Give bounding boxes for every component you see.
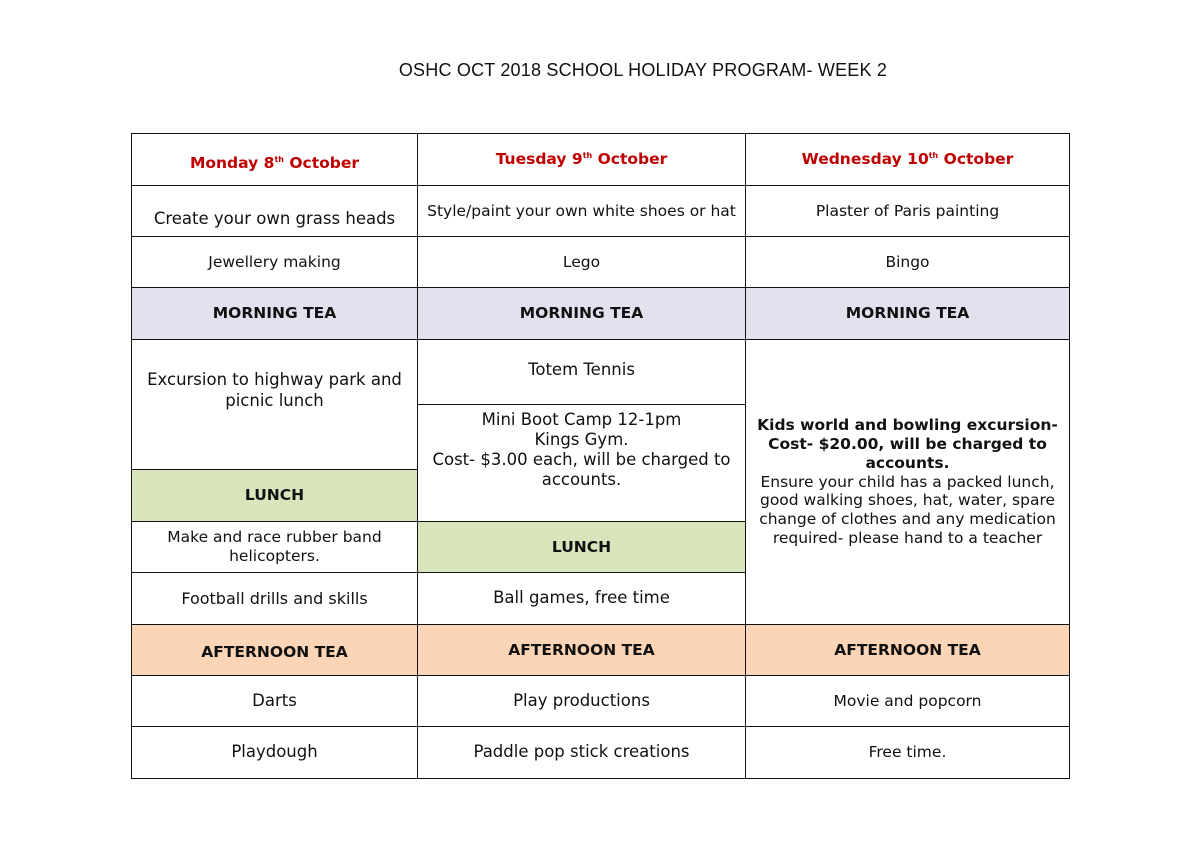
tuesday-header [418,134,746,186]
tuesday-lunch: LUNCH [418,522,746,573]
monday-activity-1: Create your own grass heads [132,186,418,237]
wednesday-suffix: th [928,150,939,160]
tuesday-activity-5: Ball games, free time [418,573,746,625]
tuesday-month: October [592,150,668,169]
monday-activity-6: Darts [132,676,418,727]
tuesday-activity-6: Play productions [418,676,746,727]
tuesday-morning-tea: MORNING TEA [418,288,746,340]
excursion-note: Ensure your child has a packed lunch, good walking shoes, hat, water, spare change of clothes and any medication required- please hand to a teacher [759,472,1056,548]
bootcamp-line-3: Cost- $3.00 each, will be charged to accounts. [432,450,731,490]
wednesday-excursion [746,340,1070,625]
excursion-title: Kids world and bowling excursion- [757,415,1058,434]
wednesday-activity-1: Plaster of Paris painting [746,186,1070,237]
monday-activity-7: Playdough [132,727,418,779]
monday-afternoon-tea: AFTERNOON TEA [132,625,418,676]
monday-activity-2: Jewellery making [132,237,418,288]
monday-header [132,134,418,186]
monday-lunch: LUNCH [132,470,418,522]
wednesday-activity-6: Movie and popcorn [746,676,1070,727]
monday-activity-5: Football drills and skills [132,573,418,625]
tuesday-activity-7: Paddle pop stick creations [418,727,746,779]
wednesday-activity-7: Free time. [746,727,1070,779]
program-table [131,133,1070,779]
monday-month: October [283,154,360,173]
tuesday-activity-2: Lego [418,237,746,288]
bootcamp-line-1: Mini Boot Camp 12-1pm [481,409,682,429]
tuesday-activity-4 [418,405,746,522]
tuesday-activity-3: Totem Tennis [418,340,746,405]
wednesday-afternoon-tea: AFTERNOON TEA [746,625,1070,676]
page-title: OSHC OCT 2018 SCHOOL HOLIDAY PROGRAM- WEEK 2 [398,60,888,80]
monday-day: Monday 8 [189,154,275,173]
monday-activity-3: Excursion to highway park and picnic lunch [132,340,418,470]
tuesday-suffix: th [582,150,593,160]
monday-morning-tea: MORNING TEA [132,288,418,340]
tuesday-afternoon-tea: AFTERNOON TEA [418,625,746,676]
bootcamp-line-2: Kings Gym. [534,429,629,449]
wednesday-header [746,134,1070,186]
monday-activity-4: Make and race rubber band helicopters. [132,522,418,573]
wednesday-day: Wednesday 10 [801,150,929,169]
monday-suffix: th [274,154,284,164]
tuesday-activity-1: Style/paint your own white shoes or hat [418,186,746,237]
wednesday-morning-tea: MORNING TEA [746,288,1070,340]
wednesday-activity-2: Bingo [746,237,1070,288]
tuesday-day: Tuesday 9 [495,150,583,169]
wednesday-month: October [938,150,1014,169]
excursion-cost: Cost- $20.00, will be charged to accounts. [768,434,1047,472]
